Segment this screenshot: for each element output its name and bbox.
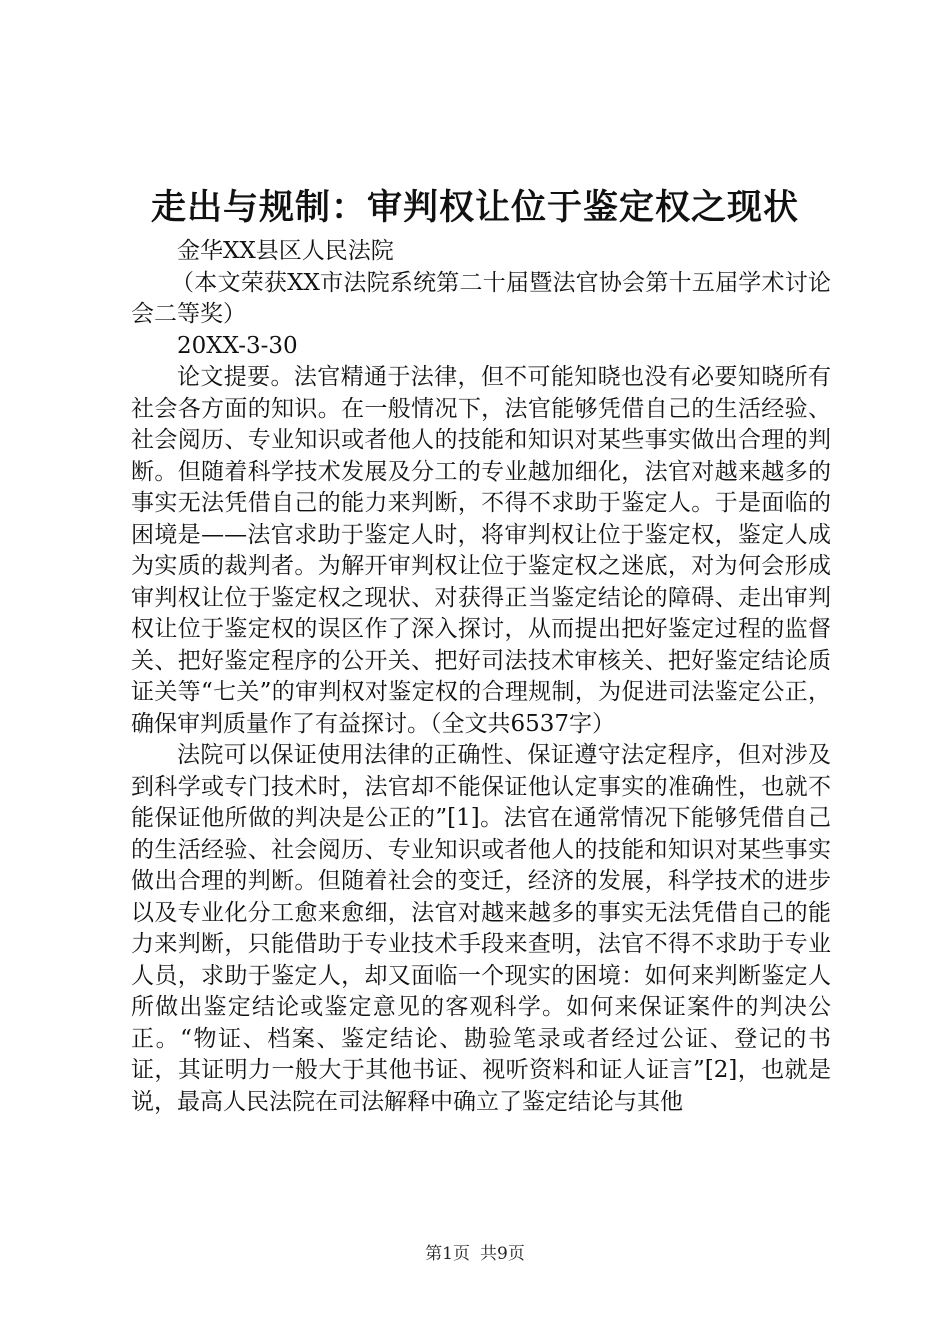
page-footer [0,1243,950,1265]
document-body [131,236,831,1118]
author-line: 金华XX县区人民法院 [177,238,394,264]
date-line: 20XX-3-30 [177,332,298,359]
award-note: （本文荣获XX市法院系统第二十届暨法官协会第十五届学术讨论会二等奖） [131,269,831,327]
page-number: 第1页 [425,1244,470,1264]
document-title: 走出与规制：审判权让位于鉴定权之现状 [150,188,799,228]
abstract-paragraph: 论文提要。法官精通于法律，但不可能知晓也没有必要知晓所有社会各方面的知识。在一般情况下，法官能够凭借自己的生活经验、社会阅历、专业知识或者他人的技能和知识对某些事实做出合理的判断。但随着科学技术发展及分工的专业越加细化，法官对越来越多的事实无法凭借自己的能力来判断，不得不求助于鉴定人。于是面临的困境是——法官求助于鉴定人时，将审判权让位于鉴定权，鉴定人成为实质的裁判者。为解开审判权让位于鉴定权之迷底，对为何会形成审判权让位于鉴定权之现状、对获得正当鉴定结论的障碍、走出审判权让位于鉴定权的误区作了深入探讨，从而提出把好鉴定过程的监督关、把好鉴定程序的公开关、把好司法技术审核关、把好鉴定结论质证关等“七关”的审判权对鉴定权的合理规制，为促进司法鉴定公正，确保审判质量作了有益探讨。（全文共6537字） [131,364,831,737]
page-total: 共9页 [480,1244,525,1264]
body-paragraph: 法院可以保证使用法律的正确性、保证遵守法定程序，但对涉及到科学或专门技术时，法官却不能保证他认定事实的准确性，也就不能保证他所做的判决是公正的”[1]。法官在通常情况下能够凭借自己的生活经验、社会阅历、专业知识或者他人的技能和知识对某些事实做出合理的判断。但随着社会的变迁，经济的发展，科学技术的进步以及专业化分工愈来愈细，法官对越来越多的事实无法凭借自己的能力来判断，只能借助于专业技术手段来查明，法官不得不求助于专业人员，求助于鉴定人，却又面临一个现实的困境：如何来判断鉴定人所做出鉴定结论或鉴定意见的客观科学。如何来保证案件的判决公正。“物证、档案、鉴定结论、勘验笔录或者经过公证、登记的书证，其证明力一般大于其他书证、视听资料和证人证言”[2]，也就是说，最高人民法院在司法解释中确立了鉴定结论与其他 [131,742,831,1115]
